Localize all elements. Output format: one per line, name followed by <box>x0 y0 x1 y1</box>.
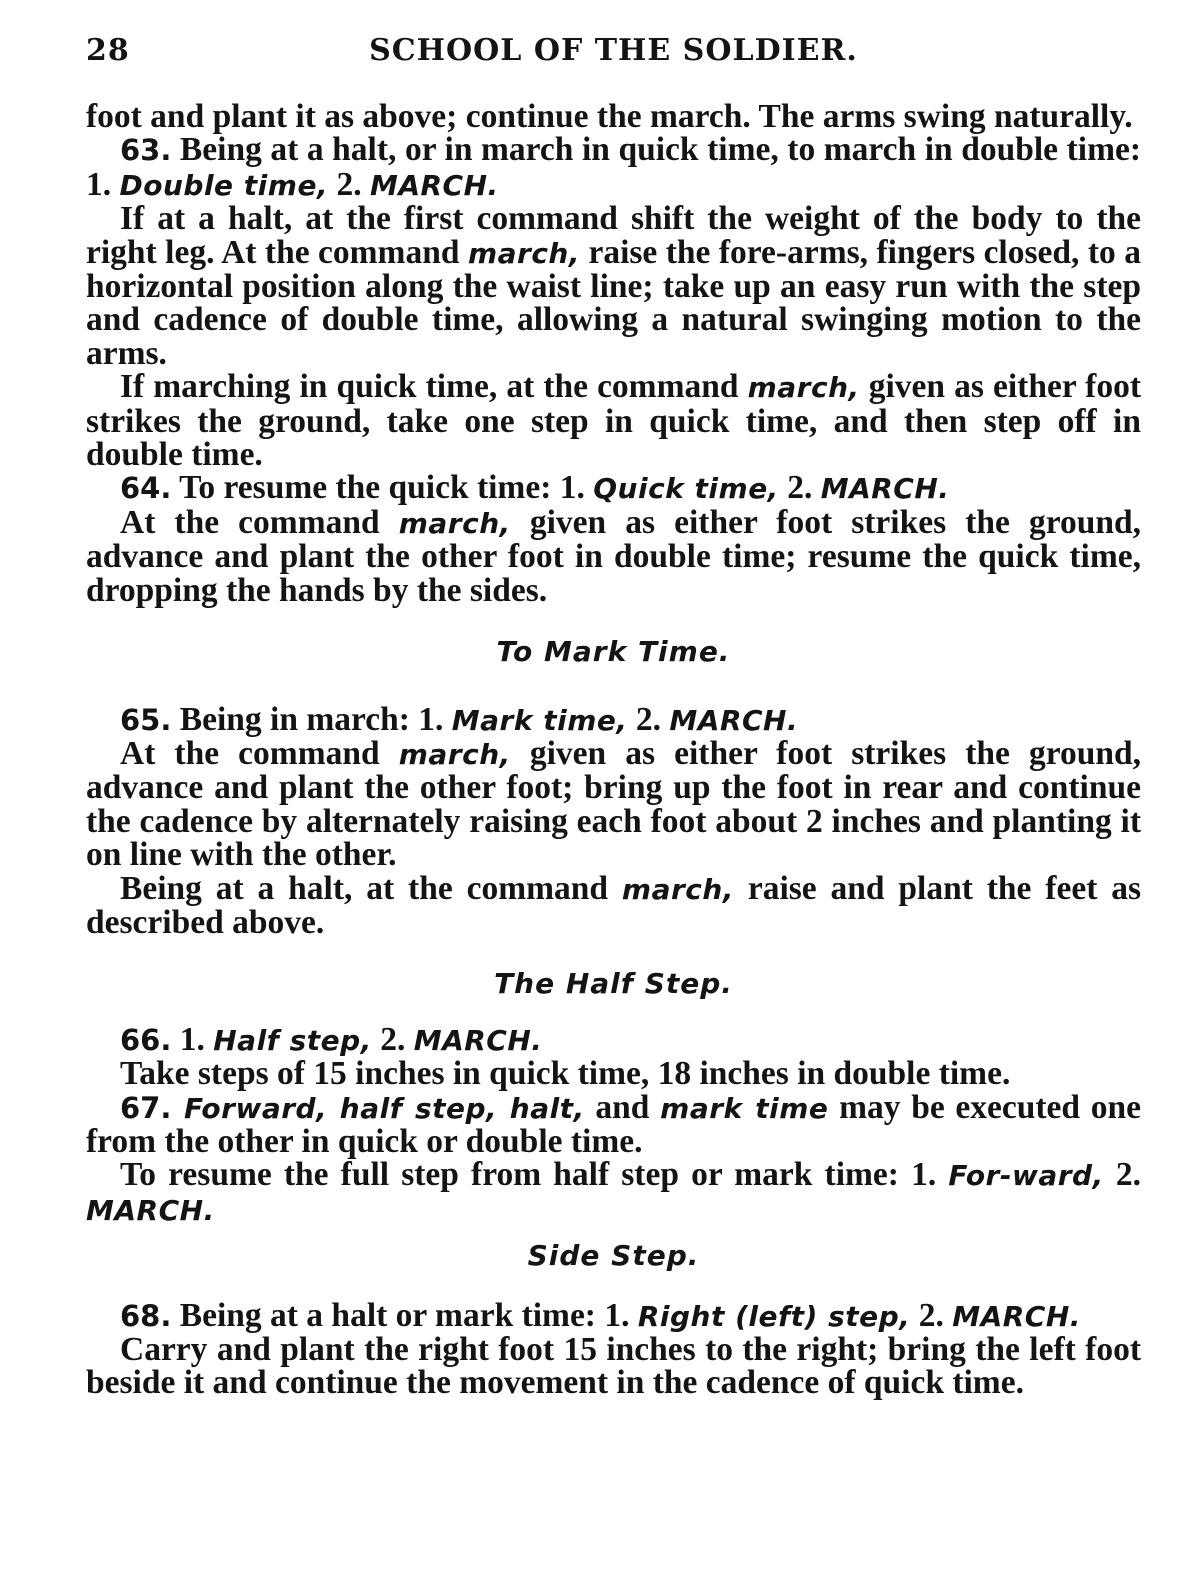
paragraph-number: 66. <box>120 1022 172 1057</box>
command: Half step, <box>213 1023 372 1057</box>
paragraph-66-body: Take steps of 15 inches in quick time, 18 inches in double time. <box>120 1055 1011 1093</box>
section-heading-side-step: Side Step. <box>527 1239 700 1273</box>
command: march, <box>747 371 860 405</box>
running-title: SCHOOL OF THE SOLDIER. <box>369 33 858 68</box>
command: Mark time, <box>451 703 628 737</box>
paragraph-67-resume: To resume the full step from half step or mark time: 1. For-ward, 2. MARCH. <box>86 1156 1142 1227</box>
paragraph-number: 68. <box>120 1298 172 1333</box>
paragraph-number: 64. <box>120 471 172 506</box>
command: march, <box>467 236 580 270</box>
command: MARCH. <box>952 1299 1081 1333</box>
page-header <box>86 26 1141 72</box>
paragraph-65: 65. Being in march: 1. Mark time, 2. MARCH. <box>120 700 799 738</box>
paragraph-68: 68. Being at a halt or mark time: 1. Right (left) step, 2. MARCH. <box>120 1296 1081 1334</box>
paragraph-number: 65. <box>120 702 172 737</box>
paragraph-65-body: At the command march, given as either foot strikes the ground, advance and plant the other foot; bring up the foot in rear and continue the cadence by alternately raising each foot about 2 inches and planting it on line with the other. <box>86 734 1141 874</box>
command: Quick time, <box>593 472 779 506</box>
paragraph-67: 67. Forward, half step, halt, and mark time may be executed one from the other in quick or double time. <box>86 1088 1141 1160</box>
command: For-ward, <box>948 1159 1104 1193</box>
paragraph-64-body: At the command march, given as either foot strikes the ground, advance and plant the other foot in double time; resume the quick time, dropping the hands by the sides. <box>86 503 1141 609</box>
command: Double time, <box>119 168 329 202</box>
paragraph-68-body: Carry and plant the right foot 15 inches to the right; bring the left foot beside it and continue the movement in the cadence of quick time. <box>86 1331 1141 1402</box>
paragraph-continuation: foot and plant it as above; continue the march. The arms swing naturally. <box>86 98 1133 135</box>
paragraph-number: 63. <box>120 133 172 168</box>
page-number: 28 <box>86 33 130 68</box>
command: MARCH. <box>86 1193 215 1227</box>
command: Right (left) step, <box>637 1299 911 1333</box>
command: march, <box>398 506 511 540</box>
command: MARCH. <box>669 703 799 737</box>
command: MARCH. <box>369 168 499 202</box>
section-heading-half-step: The Half Step. <box>494 967 733 1001</box>
command: MARCH. <box>413 1023 543 1057</box>
command: MARCH. <box>820 472 950 506</box>
paragraph-63: 63. Being at a halt, or in march in quick time, to march in double time: 1. Double time, 2. MARCH. <box>86 131 1141 203</box>
paragraph-63-marching: If marching in quick time, at the command march, given as either foot strikes the ground, take one step in quick time, and then step off in double time. <box>86 368 1141 474</box>
command: march, <box>398 737 511 771</box>
command: Forward, half step, halt, <box>171 1091 585 1125</box>
paragraph-64: 64. To resume the quick time: 1. Quick time, 2. MARCH. <box>120 469 950 507</box>
command: march, <box>621 872 734 906</box>
paragraph-65-halt: Being at a halt, at the command march, raise and plant the feet as described above. <box>86 869 1142 941</box>
command: mark time <box>660 1091 829 1125</box>
paragraph-66: 66. 1. Half step, 2. MARCH. <box>120 1020 543 1058</box>
section-heading-mark-time: To Mark Time. <box>496 635 731 669</box>
paragraph-63-halt: If at a halt, at the first command shift the weight of the body to the right leg. At the command march, raise the fore-arms, fingers closed, to a horizontal position along the waist line; take up an easy run with the step and cadence of double time, allowing a natural swinging motion to the arms. <box>86 200 1141 372</box>
paragraph-number: 67. <box>120 1090 172 1125</box>
